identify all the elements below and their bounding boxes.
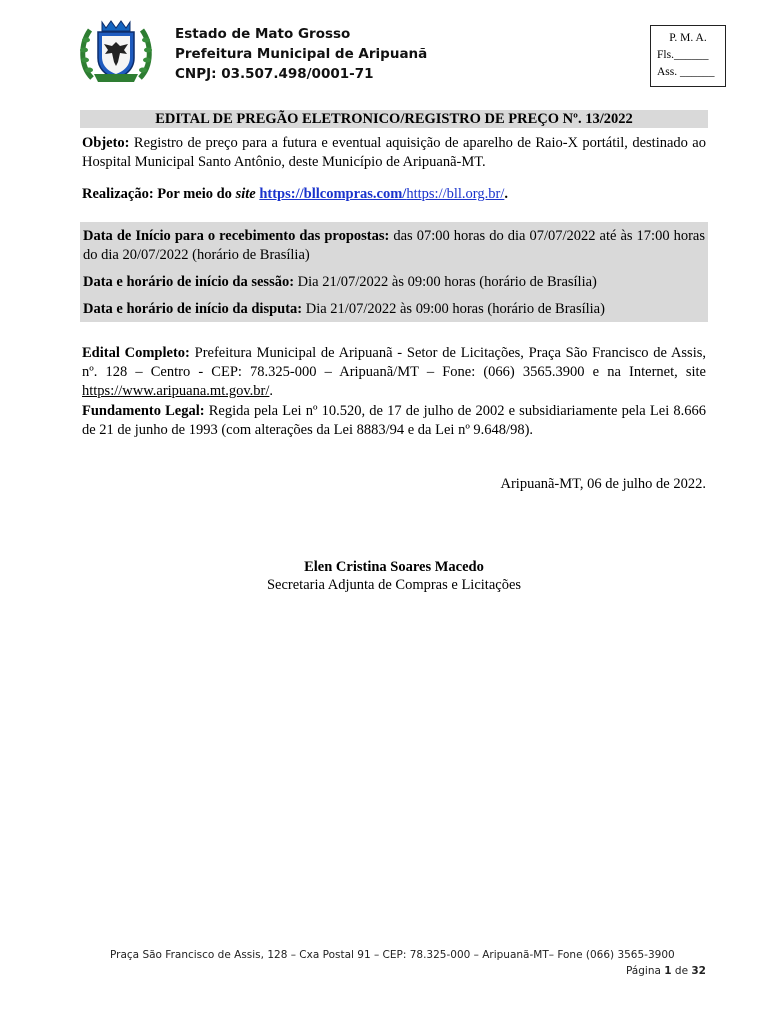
header-institution — [175, 24, 427, 84]
date-disputa-text: Dia 21/07/2022 às 09:00 horas (horário de Brasília) — [302, 301, 605, 317]
edital-text: Prefeitura Municipal de Aripuanã - Setor de Licitações, Praça São Francisco de Assis, nº. 128 – Centro - CEP: 78.325-000 – Aripuanã/MT – Fone: (066) 3565.3900 e na Internet, site — [82, 345, 707, 380]
edital-completo-paragraph — [82, 344, 706, 401]
pma-title: P. M. A. — [669, 32, 707, 44]
page-total: 32 — [691, 965, 706, 977]
objeto-text: Registro de preço para a futura e eventual aquisição de aparelho de Raio-X portátil, destinado ao Hospital Municipal Santo Antônio, deste Município de Aripuanã-MT. — [82, 135, 706, 170]
pma-fls: Fls.______ — [657, 49, 709, 61]
edital-label: Edital Completo: — [82, 345, 190, 361]
signature-role: Secretaria Adjunta de Compras e Licitações — [266, 577, 522, 593]
pma-stamp-box — [650, 25, 726, 87]
signature-name: Elen Cristina Soares Macedo — [304, 559, 484, 575]
page-current: 1 — [664, 965, 672, 977]
date-inicio-label: Data de Início para o recebimento das propostas: — [83, 228, 390, 244]
date-inicio — [83, 227, 705, 265]
date-disputa — [83, 300, 705, 319]
footer-address: Praça São Francisco de Assis, 128 – Cxa Postal 91 – CEP: 78.325-000 – Aripuanã-MT– Fone (066) 3565-3900 — [110, 949, 675, 961]
date-sessao-text: Dia 21/07/2022 às 09:00 horas (horário de Brasília) — [294, 274, 597, 290]
edital-end: . — [269, 383, 274, 399]
date-sessao — [83, 273, 705, 292]
date-inicio-text: das 07:00 horas do dia 07/07/2022 até às 17:00 horas do dia 20/07/2022 (horário de Brasília) — [83, 228, 706, 263]
realizacao-paragraph — [82, 185, 706, 204]
date-disputa-label: Data e horário de início da disputa: — [83, 301, 303, 317]
fundamento-label: Fundamento Legal: — [82, 403, 205, 419]
edital-title: EDITAL DE PREGÃO ELETRONICO/REGISTRO DE PREÇO Nº. 13/2022 — [80, 110, 708, 128]
bllcompras-link[interactable]: https://bllcompras.com/ — [259, 186, 407, 202]
footer-page-number — [626, 964, 706, 978]
header-cnpj: CNPJ: 03.507.498/0001-71 — [175, 66, 374, 82]
bll-link[interactable]: https://bll.org.br/ — [406, 186, 505, 202]
fundamento-paragraph — [82, 402, 706, 440]
header-prefeitura: Prefeitura Municipal de Aripuanã — [175, 46, 428, 62]
realizacao-label: Realização: Por meio do — [82, 186, 236, 202]
header-state: Estado de Mato Grosso — [175, 26, 351, 42]
page-of: de — [671, 965, 692, 977]
realizacao-site-word: site — [235, 186, 256, 202]
dates-section — [80, 222, 708, 322]
aripuana-site-link[interactable]: https://www.aripuana.mt.gov.br/ — [82, 383, 270, 399]
objeto-label: Objeto: — [82, 135, 130, 151]
objeto-paragraph — [82, 134, 706, 172]
page-label: Página — [625, 965, 665, 977]
place-date: Aripuanã-MT, 06 de julho de 2022. — [500, 476, 706, 492]
date-sessao-label: Data e horário de início da sessão: — [83, 274, 295, 290]
pma-ass: Ass. ______ — [657, 66, 715, 78]
fundamento-text: Regida pela Lei nº 10.520, de 17 de julho de 2002 e subsidiariamente pela Lei 8.666 de 21 de junho de 1993 (com alterações da Lei 8883/94 e da Lei nº 9.648/98). — [82, 403, 706, 438]
realizacao-end: . — [504, 186, 508, 202]
municipal-coat-of-arms-icon — [78, 18, 154, 84]
